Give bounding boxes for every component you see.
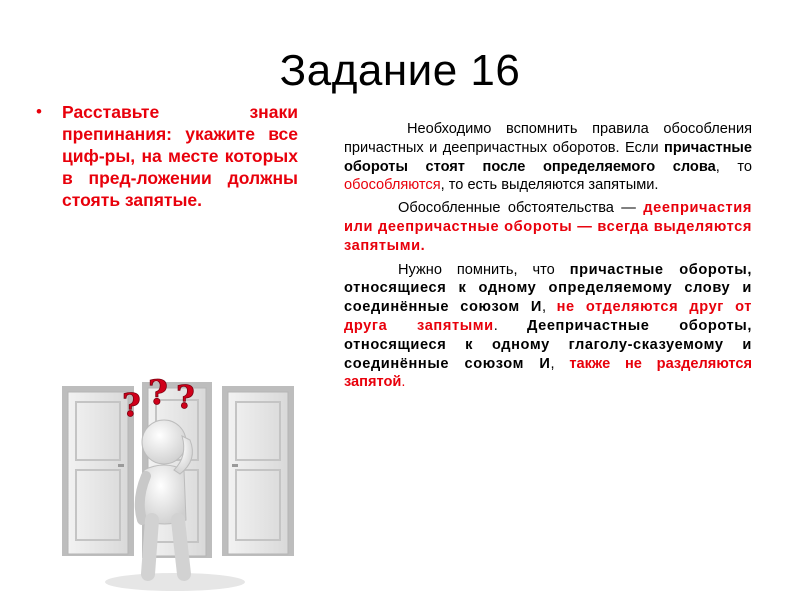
task-instruction bbox=[36, 101, 298, 211]
door-right bbox=[222, 386, 294, 556]
rule3-text-3: . bbox=[493, 317, 527, 334]
rule3-text-2: , bbox=[542, 299, 557, 316]
doors-illustration bbox=[40, 360, 310, 596]
question-mark-1: ? bbox=[122, 386, 141, 424]
rule3-text-5: . bbox=[401, 374, 406, 391]
floor-shadow bbox=[105, 573, 245, 591]
rule-paragraph-3 bbox=[344, 261, 752, 393]
rule1-text-2: , то bbox=[715, 158, 752, 175]
rule3-bold: причастные обороты, относящиеся к одному определяемому слову и соединённые союзом И bbox=[344, 261, 752, 316]
rule-paragraph-1 bbox=[344, 120, 752, 195]
rule3-highlight: не отделяются друг от друга запятыми bbox=[344, 299, 753, 334]
rule-paragraph-2 bbox=[344, 199, 752, 255]
rule1-bold: причастные обороты стоят после определяемого слова bbox=[344, 139, 752, 175]
rule3-highlight-2: также не разделяются запятой bbox=[344, 355, 752, 391]
question-mark-3: ? bbox=[176, 378, 195, 416]
rules-text bbox=[344, 120, 752, 392]
rule1-text: Необходимо вспомнить правила обособления причастных и деепричастных оборотов. Если bbox=[344, 121, 752, 156]
slide-title: Задание 16 bbox=[279, 46, 521, 95]
rule2-text: Обособленные обстоятельства — bbox=[398, 200, 644, 217]
question-mark-2: ? bbox=[148, 373, 168, 413]
task-text: Расставьте знаки препинания: укажите все циф-ры, на месте которых в пред-ложении должны стоять запятые. bbox=[62, 102, 298, 210]
rule3-text: Нужно помнить, что bbox=[398, 261, 570, 278]
rule1-highlight: обособляются bbox=[344, 177, 441, 194]
bullet: • bbox=[36, 102, 42, 121]
rule1-text-3: , то есть выделяются запятыми. bbox=[440, 177, 659, 194]
rule3-bold-2: Деепричастные обороты, относящиеся к одному глаголу-сказуемому и соединённые союзом И bbox=[344, 317, 753, 372]
rule2-highlight: деепричастия или деепричастные обороты — всегда выделяются запятыми. bbox=[344, 200, 752, 254]
rule3-text-4: , bbox=[550, 355, 570, 372]
